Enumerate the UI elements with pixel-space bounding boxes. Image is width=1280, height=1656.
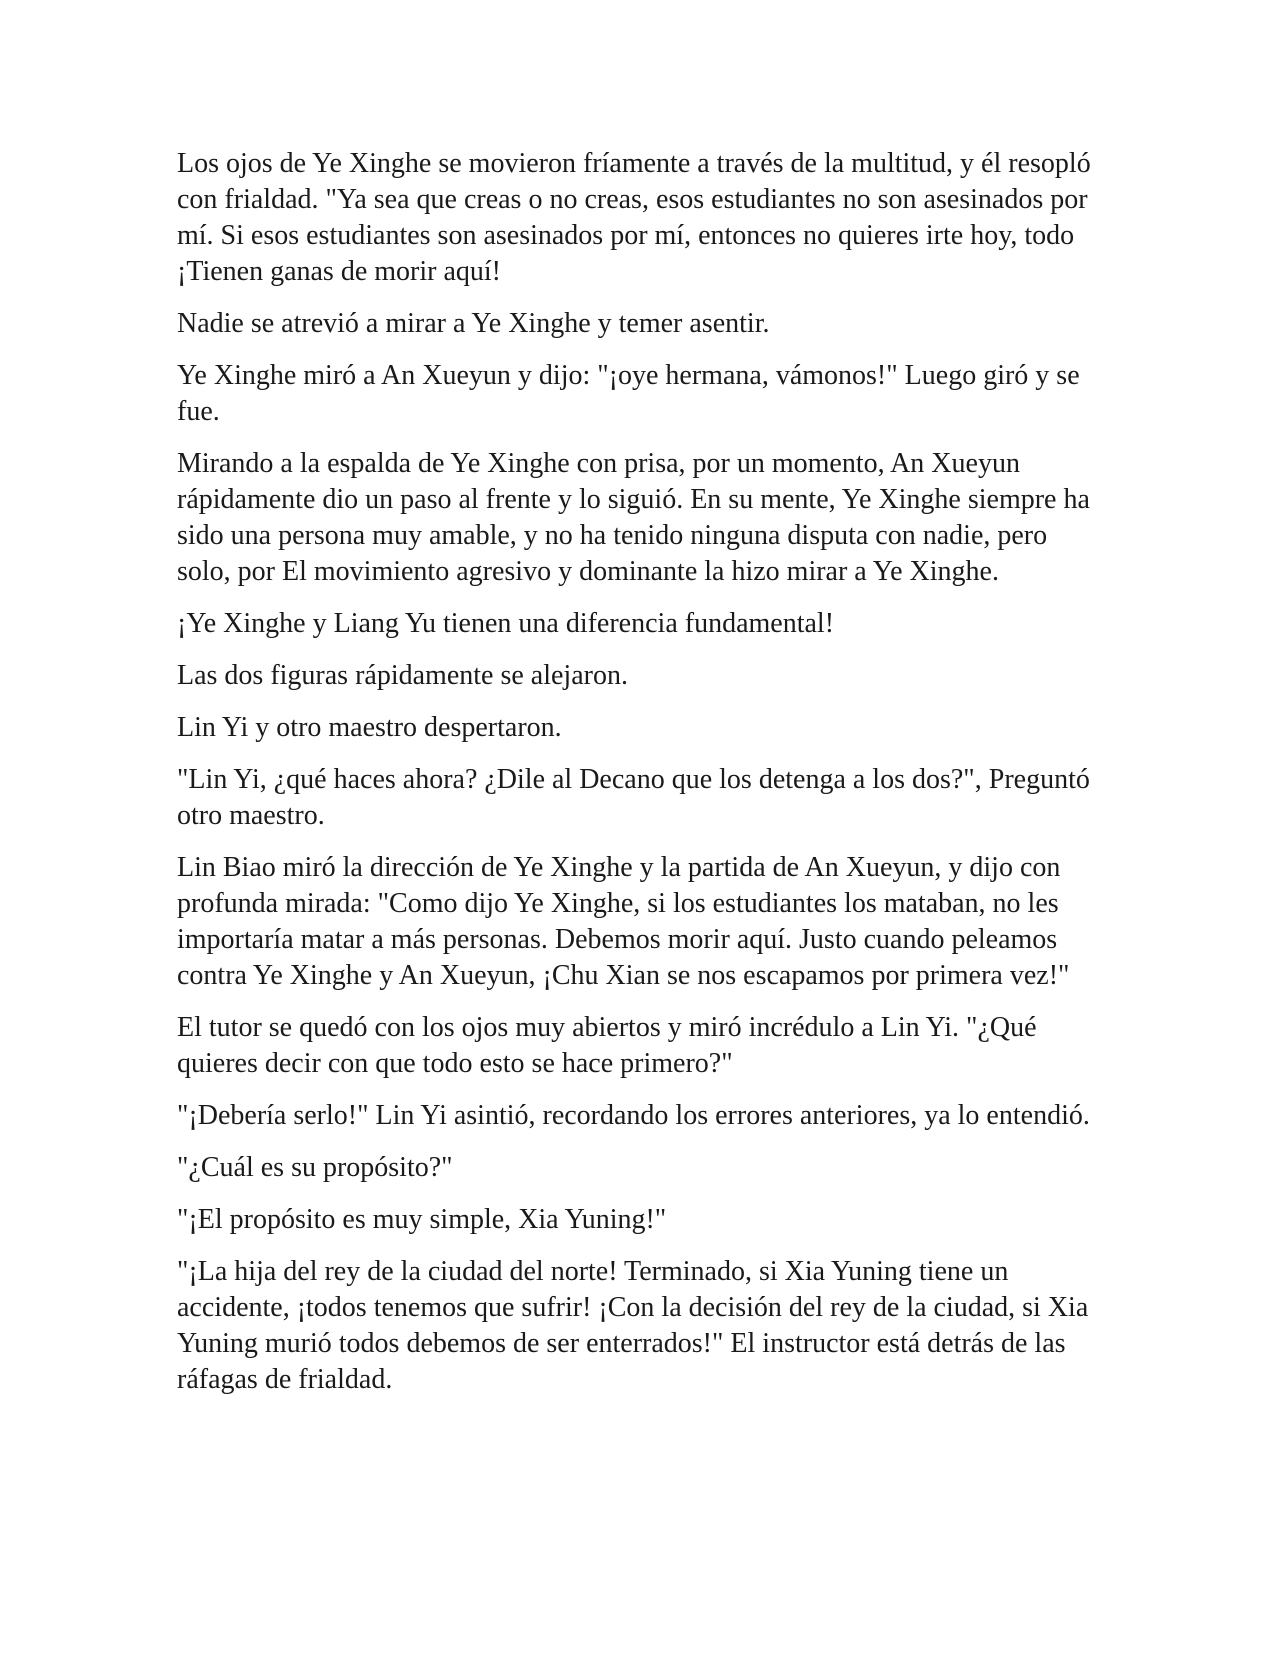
paragraph-14: "¡La hija del rey de la ciudad del norte! Terminado, si Xia Yuning tiene un accidente, ¡todos tenemos que sufrir! ¡Con la decisión del rey de la ciudad, si Xia Yuning murió todos debemos de ser enterrados!" El instructor está detrás de las ráfagas de frialdad. [177,1256,1089,1395]
paragraph-2: Nadie se atrevió a mirar a Ye Xinghe y temer asentir. [177,308,770,339]
document-page [177,146,1107,1414]
paragraph-11: "¡Debería serlo!" Lin Yi asintió, recordando los errores anteriores, ya lo entendió. [177,1100,1090,1131]
paragraph-3: Ye Xinghe miró a An Xueyun y dijo: "¡oye hermana, vámonos!" Luego giró y se fue. [177,360,1080,427]
paragraph-12: "¿Cuál es su propósito?" [177,1152,453,1183]
paragraph-5: ¡Ye Xinghe y Liang Yu tienen una diferencia fundamental! [177,608,835,639]
paragraph-8: "Lin Yi, ¿qué haces ahora? ¿Dile al Decano que los detenga a los dos?", Preguntó otro maestro. [177,764,1090,831]
paragraph-10: El tutor se quedó con los ojos muy abiertos y miró incrédulo a Lin Yi. "¿Qué quieres decir con que todo esto se hace primero?" [177,1012,1037,1079]
paragraph-7: Lin Yi y otro maestro despertaron. [177,712,562,743]
paragraph-4: Mirando a la espalda de Ye Xinghe con prisa, por un momento, An Xueyun rápidamente dio un paso al frente y lo siguió. En su mente, Ye Xinghe siempre ha sido una persona muy amable, y no ha tenido ninguna disputa con nadie, pero solo, por El movimiento agresivo y dominante la hizo mirar a Ye Xinghe. [177,448,1090,587]
paragraph-9: Lin Biao miró la dirección de Ye Xinghe y la partida de An Xueyun, y dijo con profunda mirada: "Como dijo Ye Xinghe, si los estudiantes los mataban, no les importaría matar a más personas. Debemos morir aquí. Justo cuando peleamos contra Ye Xinghe y An Xueyun, ¡Chu Xian se nos escapamos por primera vez!" [177,852,1070,991]
paragraph-6: Las dos figuras rápidamente se alejaron. [177,660,628,691]
paragraph-13: "¡El propósito es muy simple, Xia Yuning!" [177,1204,667,1235]
paragraph-1: Los ojos de Ye Xinghe se movieron fríamente a través de la multitud, y él resopló con frialdad. "Ya sea que creas o no creas, esos estudiantes no son asesinados por mí. Si esos estudiantes son asesinados por mí, entonces no quieres irte hoy, todo ¡Tienen ganas de morir aquí! [177,148,1091,287]
